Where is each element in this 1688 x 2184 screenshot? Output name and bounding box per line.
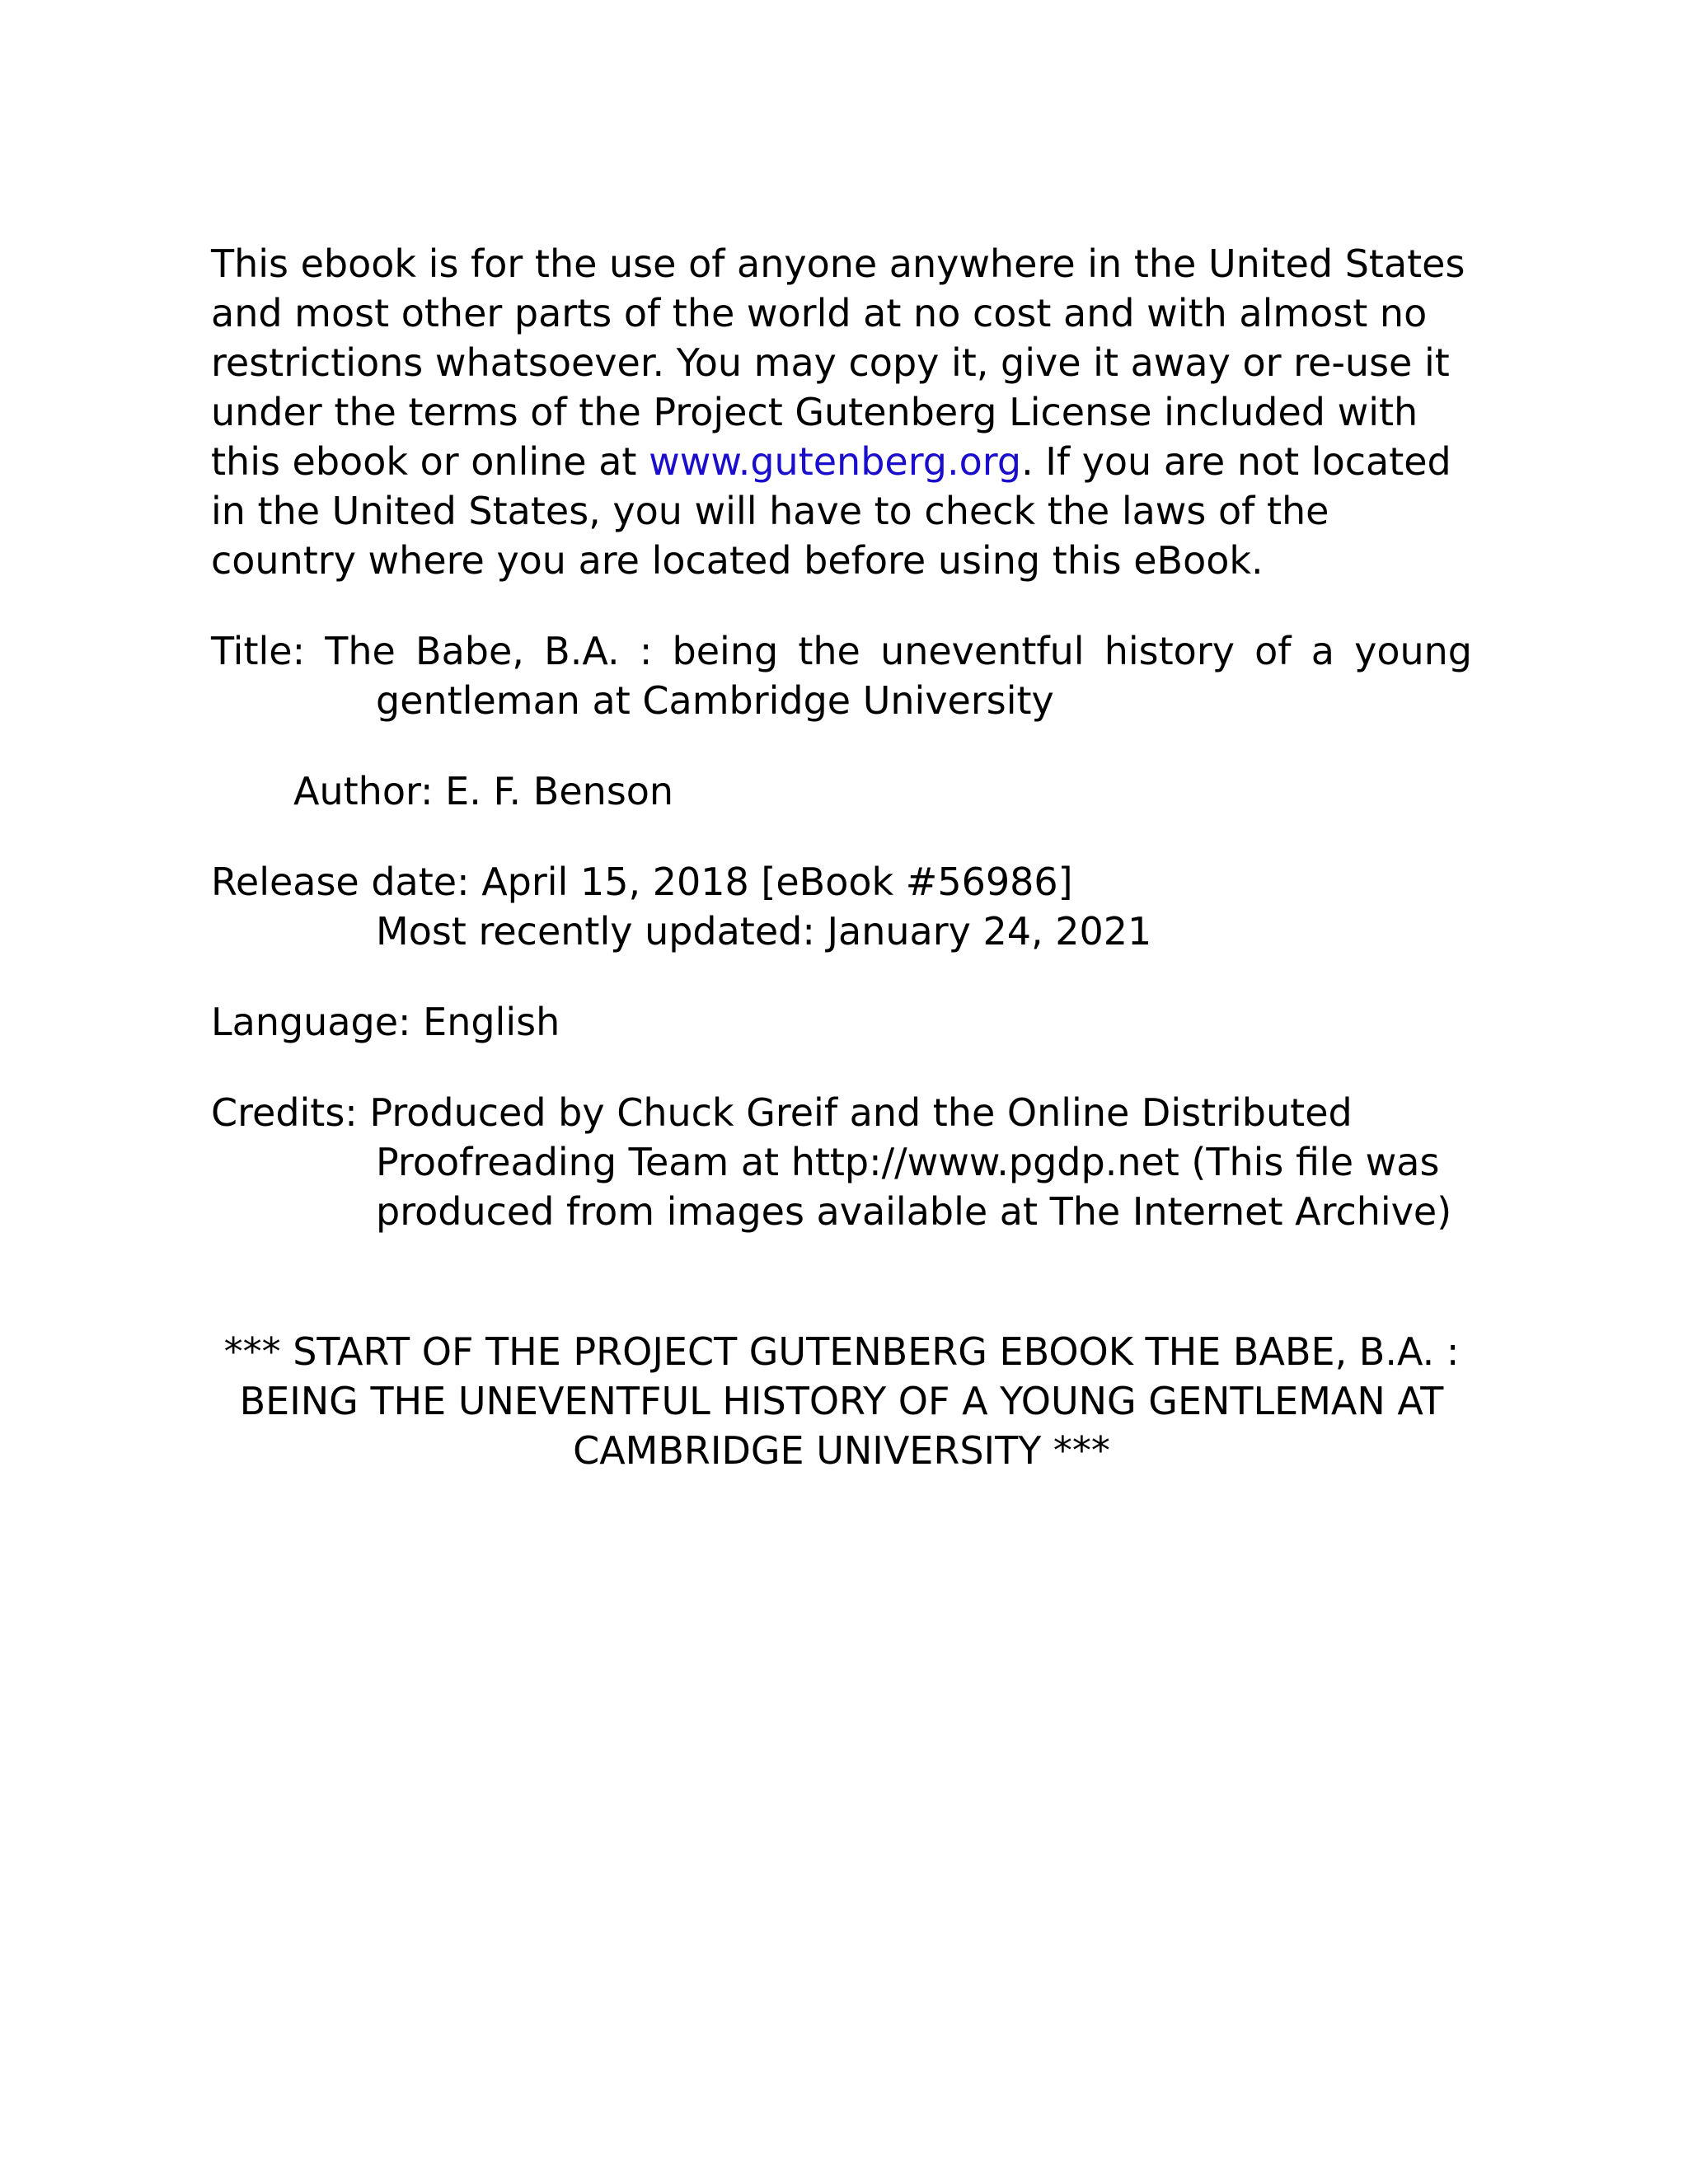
credits-line-1: Credits: Produced by Chuck Greif and the Online Distributed [211,1090,1353,1135]
banner-line-2: BEING THE UNEVENTFUL HISTORY OF A YOUNG GENTLEMAN AT [239,1379,1444,1423]
banner-line-3: CAMBRIDGE UNIVERSITY *** [573,1428,1110,1473]
gutenberg-link[interactable]: www.gutenberg.org [649,439,1022,484]
license-paragraph [211,239,1472,585]
title-line-1: Title: The Babe, B.A. : being the uneventful history of a young [211,629,1472,673]
release-date-line: Release date: April 15, 2018 [eBook #56986] [211,860,1073,904]
license-text-after-link: . If you are not located in the United States, you will have to check the laws of the country where you are located before using this eBook. [211,439,1451,583]
title-line-2: gentleman at Cambridge University [376,678,1054,723]
updated-date-line: Most recently updated: January 24, 2021 [376,909,1152,954]
credits-block [211,1088,1472,1236]
start-of-ebook-banner [211,1327,1472,1475]
credits-line-3: produced from images available at The Internet Archive) [376,1189,1452,1234]
title-block [211,626,1472,725]
license-text-before-link: This ebook is for the use of anyone anywhere in the United States and most other parts of the world at no cost and with almost no restrictions whatsoever. You may copy it, give it away or re-use it under the terms of the Project Gutenberg License included with this ebook or online at [211,241,1465,484]
language-line: Language: English [211,1000,560,1044]
release-block [211,857,1472,956]
credits-line-2: Proofreading Team at http://www.pgdp.net (This file was [376,1140,1440,1184]
banner-line-1: *** START OF THE PROJECT GUTENBERG EBOOK THE BABE, B.A. : [223,1329,1460,1374]
ebook-front-matter [211,239,1472,1475]
author-line: Author: E. F. Benson [293,769,674,813]
